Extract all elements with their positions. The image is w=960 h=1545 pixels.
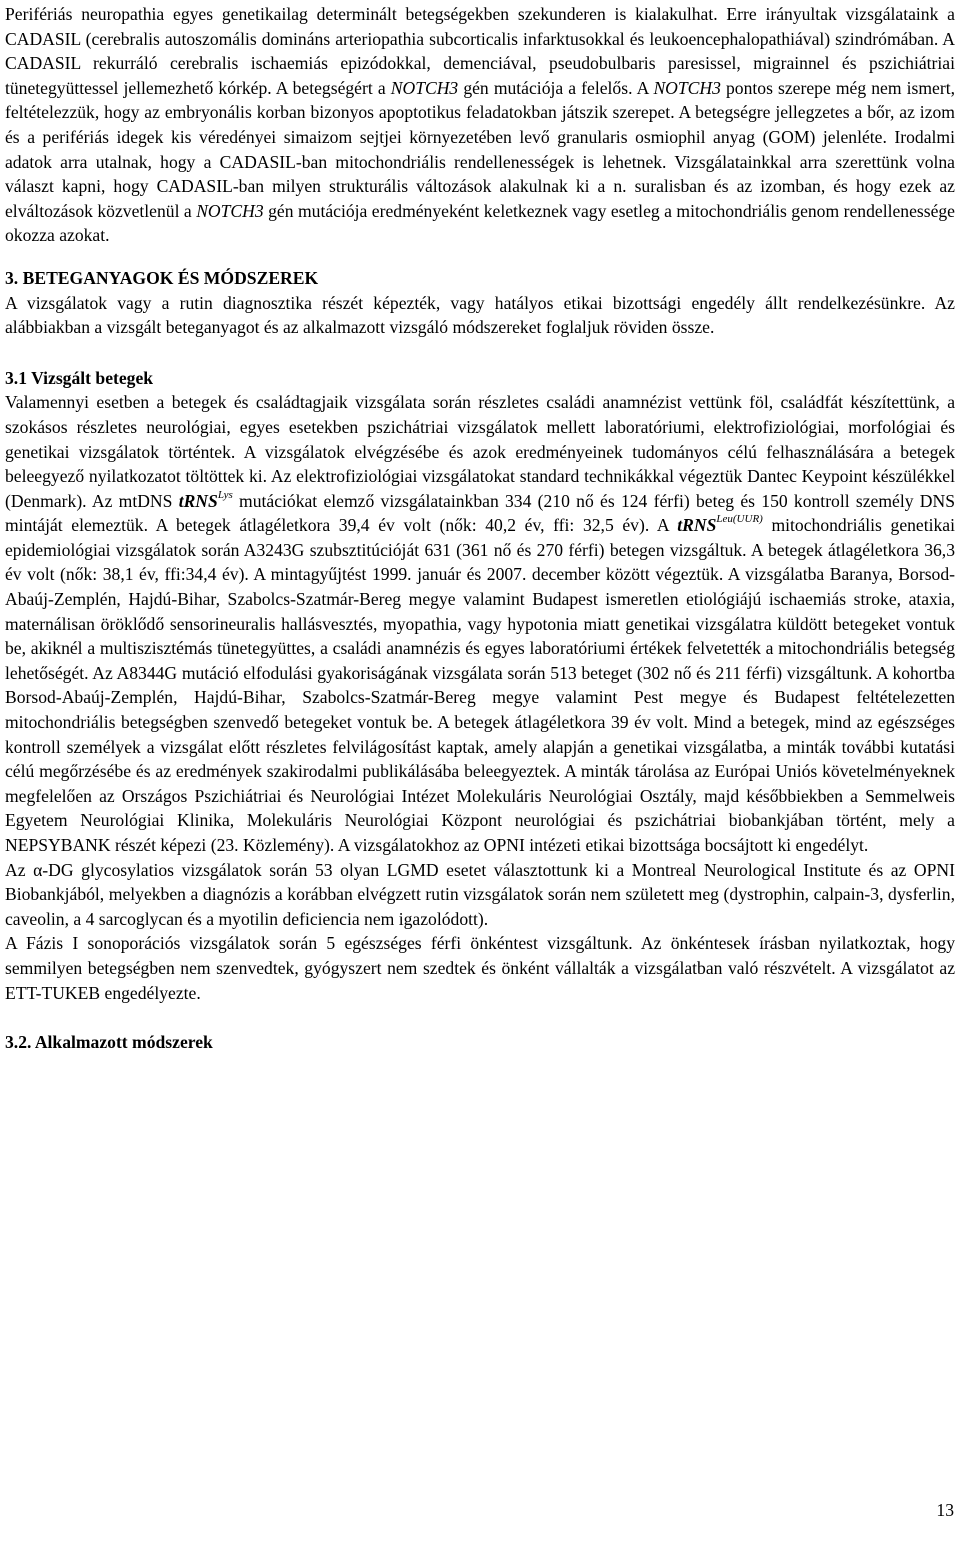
intro-text-3: pontos szerepe még nem ismert, feltételezzük, hogy az embryonális korban bizonyos apoptotikus feladatokban játszik szerepet. A betegségre jellegzetes a bőr, az izom és a perifériás idegek kis véredényei simaizom sejtjei környezetében levő granularis osmiophil anyag (GOM) jelenléte. Irodalmi adatok arra utalnak, hogy a CADASIL-ban mitochondriális rendellenességek is lehetnek. Vizsgálatainkkal arra szerettünk volna választ kapni, hogy CADASIL-ban milyen strukturális változások alakulnak ki a n. suralisban és az izomban, és hogy ezek az elváltozások közvetlenül a bbox=[5, 77, 956, 221]
gene-name: NOTCH3 bbox=[390, 77, 459, 98]
intro-paragraph bbox=[5, 2, 955, 248]
leu-superscript: Leu(UUR) bbox=[716, 513, 763, 526]
trns-term: tRNS bbox=[677, 515, 717, 536]
patients-text-2: mutációkat elemző vizsgálatainkban 334 (210 nő és 124 férfi) beteg és 150 kontroll személy DNS mintáját elemeztük. A betegek átlagéletkora 39,4 év volt (nők: 40,2 év, ffi: 32,5 év). A bbox=[5, 490, 955, 536]
intro-text-2: gén mutációja a felelős. A bbox=[458, 77, 654, 98]
gene-name: NOTCH3 bbox=[196, 200, 264, 221]
section-heading-3-1: 3.1 Vizsgált betegek bbox=[5, 367, 154, 388]
trns-term: tRNS bbox=[178, 490, 218, 511]
dg-glycosylation-paragraph: Az α-DG glycosylatios vizsgálatok során 53 olyan LGMD esetet választottunk ki a Montreal Neurological Institute és az OPNI Biobankjából, melyekben a diagnózis a korábban elvégzett rutin vizsgálatok során nem született meg (dystrophin, calpain-3, dysferlin, caveolin, a 4 sarcoglycan és a myotilin deficiencia nem igazolódott). bbox=[5, 859, 955, 929]
intro-text-4: gén mutációja eredményeként keletkeznek vagy esetleg a mitochondriális genom rendellenessége okozza azokat. bbox=[5, 200, 955, 246]
gene-name: NOTCH3 bbox=[653, 77, 721, 98]
patients-text-3: mitochondriális genetikai epidemiológiai vizsgálatok során A3243G szubsztitúcióját 631 (361 nő és 270 férfi) betegen vizsgáltuk. A betegek átlagéletkora 36,3 év volt (nők: 38,1 év, ffi:34,4 év). A mintagyűjtést 1999. január és 2007. december között végeztük. A vizsgálatba Baranya, Borsod-Abaúj-Zemplén, Hajdú-Bihar, Szabolcs-Szatmár-Bereg megye valamint Budapest ismeretlen etiológiájú ischaemiás stroke, ataxia, maternálisan öröklődő sensorineuralis hallásvesztés, myopathia, vagy hypotonia miatt genetikai vizsgálatra küldött betegeket vontuk be, akiknél a multiszisztémás tünetegyüttes, a családi anamnézis és egyes laboratóriumi értékek felvetették a mitochondriális betegség lehetőségét. Az A8344G mutáció elfodulási gyakoriságának vizsgálata során 513 beteget (302 nő és 211 férfi) vizsgáltunk. A kohortba Borsod-Abaúj-Zemplén, Hajdú-Bihar, Szabolcs-Szatmár-Bereg megye valamint Pest megye és Budapest feltételezetten mitochondriális betegségben szenvedő betegeket vontuk be. A betegek átlagéletkora 39 év volt. Mind a betegek, mind az egészséges kontroll személyek a vizsgálat előtt részletes felvilágosítást kaptak, amely alapján a genetikai vizsgálatba, a minták további kutatási célú megőrzésébe és az eredmények szakirodalmi publikálásába beleegyeztek. A minták tárolása az Európai Uniós követelményeknek megfelelően az Országos Pszichiátriai és Neurológiai Intézet Molekuláris Neurológiai Osztály, majd későbbiekben a Semmelweis Egyetem Neurológiai Klinika, Molekuláris Neurológiai Központ neurológiai és pszichátriai biobankjában történt, mely a NEPSYBANK részét képezi (23. Közlemény). A vizsgálatokhoz az OPNI intézeti etikai bizottsága bocsájtott ki engedélyt. bbox=[5, 515, 956, 855]
section-heading-3-2: 3.2. Alkalmazott módszerek bbox=[5, 1032, 213, 1053]
patients-paragraph bbox=[5, 390, 955, 857]
patients-text-1: Valamennyi esetben a betegek és családtagjaik vizsgálata során részletes családi anamnézist vettünk föl, családfát készítettünk, a szokásos részletes neurológiai, egyes esetekben pszichátriai vizsgálatok mellett laboratóriumi, elektrofiziológiai, morfológiai és genetikai vizsgálatok történtek. A vizsgálatok elvégzésébe és azok eredményeinek tudományos célú felhasználására a betegek beleegyező nyilatkozatot töltöttek ki. Az elektrofiziológiai vizsgálatokat standard technikákkal végeztük Dantec Keypoint készülékkel (Denmark). Az mtDNS bbox=[5, 392, 955, 511]
section-heading-3: 3. BETEGANYAGOK ÉS MÓDSZEREK bbox=[5, 267, 319, 288]
lys-superscript: Lys bbox=[217, 488, 233, 501]
sonoporation-paragraph: A Fázis I sonoporációs vizsgálatok során 5 egészséges férfi önkéntest vizsgáltunk. Az önkéntesek írásban nyilatkoztak, hogy semmilyen betegségben nem szenvedtek, gyógyszert nem szedtek és önként vállalták a vizsgálatban való részvételt. A vizsgálatot az ETT-TUKEB engedélyezte. bbox=[5, 933, 955, 1003]
document-page bbox=[5, 2, 955, 1055]
page-number: 13 bbox=[936, 1500, 954, 1520]
intro-text-1: Perifériás neuropathia egyes genetikailag determinált betegségekben szekunderen is kialakulhat. Erre irányultak vizsgálataink a CADASIL (cerebralis autoszomális domináns arteriopathia subcorticalis infarktusokkal és leukoencephalopathiával) szindrómában. A CADASIL rekurráló cerebralis ischaemiás epizódokkal, demenciával, pseudobulbaris paresissel, migrainnel és pszichiátriai tünetegyüttessel jellemezhető kórkép. A betegségért a bbox=[5, 4, 955, 98]
section-3-paragraph: A vizsgálatok vagy a rutin diagnosztika részét képezték, vagy hatályos etikai bizottsági engedély állt rendelkezésünkre. Az alábbiakban a vizsgált beteganyagot és az alkalmazott vizsgáló módszereket foglaljuk röviden össze. bbox=[5, 292, 955, 338]
